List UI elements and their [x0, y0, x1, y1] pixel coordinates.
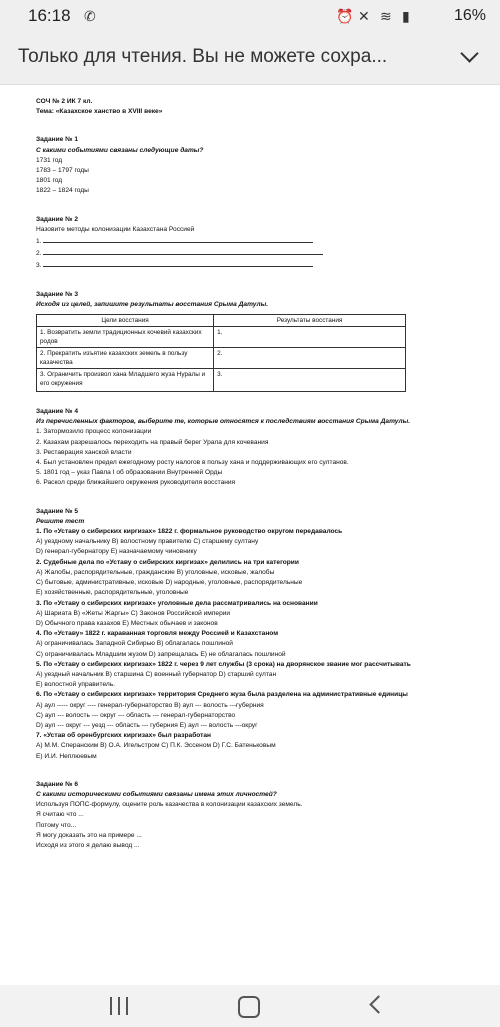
test-options: E) хозяйственные, распорядительные, уголовные — [36, 589, 189, 597]
task6-line: Я считаю что ... — [36, 811, 84, 819]
table-cell-goal: 3. Ограничить произвол хана Младшего жуза Нуралы и его окружения — [37, 369, 214, 392]
test-question: 2. Судебные дела по «Уставу о сибирских киргизах» делились на три категории — [36, 558, 299, 566]
test-options: А) Шариата В) «Жеты Жаргы» С) Законов Российской империи — [36, 609, 231, 617]
doc-header: СОЧ № 2 ИК 7 кл. — [36, 98, 93, 105]
test-question: 4. По «Уставу» 1822 г. караванная торговля между Россией и Казахстаном — [36, 630, 279, 638]
task4-item: 6. Раскол среди ближайшего окружения руководителя восстания — [36, 479, 236, 487]
table-row — [37, 348, 406, 369]
status-time: 16:18 — [28, 6, 71, 25]
phone-icon: ✆ — [84, 8, 96, 24]
task5-test — [36, 527, 468, 762]
test-question: 1. По «Уставу о сибирских киргизах» 1822 г. формальное руководство округом передавалось — [36, 528, 343, 536]
chevron-down-icon[interactable] — [460, 44, 478, 62]
test-options: D) Обычного права казахов E) Местных обычаев и законов — [36, 619, 218, 627]
test-question: 5. По «Уставу о сибирских киргизах» 1822 г. через 9 лет службы (3 срока) на дворянское звание мог рассчитывать — [36, 660, 411, 668]
test-options: E) волостной управитель. — [36, 681, 116, 689]
table-row — [37, 369, 406, 392]
task2-question: Назовите методы колонизации Казахстана Россией — [36, 225, 195, 233]
wifi-icon: ≋ — [380, 8, 392, 24]
nav-bar — [0, 985, 500, 1027]
task1-item: 1783 – 1797 годы — [36, 167, 89, 175]
table-cell-result: 1. — [214, 327, 406, 348]
task4-item: 1. Затормозило процесс колонизации — [36, 428, 152, 436]
task4-item: 4. Был установлен предел ежегодному росту налогов в пользу хана и поддерживающих его султанов. — [36, 459, 349, 467]
home-icon[interactable] — [238, 996, 260, 1018]
alarm-icon: ⏰ — [336, 8, 354, 24]
task4-item: 2. Казахам разрешалось переходить на правый берег Урала для кочевания — [36, 438, 269, 446]
document-page — [0, 85, 500, 985]
test-options: А) уездному начальнику В) волостному правителю С) старшему султану — [36, 538, 259, 546]
test-options: А) М.М. Сперанским В) О.А. Игельстром С) П.К. Эссеном D) Г.С. Батеньковым — [36, 742, 276, 750]
task5-question: Решите тест — [36, 517, 85, 525]
task4-item: 5. 1801 год – указ Павла I об образовании Внутренней Орды — [36, 469, 223, 477]
test-options: А) Жалобы, распорядительные, гражданские В) уголовные, исковые, жалобы — [36, 568, 275, 576]
task3-table — [36, 314, 406, 392]
test-question: 7. «Устав об оренбургских киргизах» был разработан — [36, 732, 212, 740]
task1-item: 1822 – 1824 годы — [36, 187, 89, 195]
recent-apps-icon[interactable] — [110, 997, 128, 1015]
app-bar — [0, 34, 500, 85]
table-header-goals: Цели восстания — [37, 315, 214, 327]
task6-line: Потому что... — [36, 821, 77, 829]
battery-level: 16% — [453, 7, 486, 24]
test-options: А) уездный начальник В) старшина С) военный губернатор D) старший султан — [36, 670, 277, 678]
app-title: Только для чтения. Вы не можете сохра... — [18, 46, 388, 67]
mute-icon: ✕ — [358, 8, 370, 24]
test-options: А) аул ----- округ ---- генерал-губернаторство В) аул --- волость ---губерния — [36, 701, 264, 709]
task1-title: Задание № 1 — [36, 136, 79, 144]
test-options: С) аул --- волость --- округ --- область --- генерал-губернаторство — [36, 711, 236, 719]
task6-line: Используя ПОПС-формулу, оцените роль казачества в колонизации казахских земель. — [36, 801, 303, 809]
signal-icon: ▮ — [402, 8, 410, 24]
test-options: А) ограничивалась Западной Сибирью В) облагалась пошлиной — [36, 640, 233, 648]
table-cell-goal: 2. Прекратить изъятие казахских земель в пользу казачества — [37, 348, 214, 369]
test-question: 6. По «Уставу о сибирских киргизах» территория Среднего жуза была разделена на административные единицы — [36, 691, 408, 699]
task2-answer-line: 3. — [36, 259, 468, 271]
table-cell-result: 2. — [214, 348, 406, 369]
task6-title: Задание № 6 — [36, 780, 79, 788]
task4-title: Задание № 4 — [36, 408, 79, 416]
task2-answer-line: 2. — [36, 247, 468, 259]
table-row — [37, 327, 406, 348]
back-icon[interactable] — [369, 995, 387, 1013]
test-options: С) ограничивалась Младшим жузом D) запрещалась E) не облагалась пошлиной — [36, 650, 286, 658]
task4-item: 3. Реставрация ханской власти — [36, 448, 132, 456]
task6-line: Я могу доказать это на примере ... — [36, 831, 142, 839]
table-cell-goal: 1. Возвратить земли традиционных кочевий казахских родов — [37, 327, 214, 348]
task1-question: С какими событиями связаны следующие даты? — [36, 146, 204, 154]
task3-question: Исходя из целей, запишите результаты восстания Срыма Датулы. — [36, 300, 269, 308]
task1-item: 1801 год — [36, 177, 63, 185]
task1-item: 1731 год — [36, 156, 63, 164]
test-options: D) аул --- округ --- уезд --- область --- губерния E) аул --- волость ---округ — [36, 721, 258, 729]
table-cell-result: 3. — [214, 369, 406, 392]
test-question: 3. По «Уставу о сибирских киргизах» уголовные дела рассматривались на основании — [36, 599, 318, 607]
test-options: D) генерал-губернатору E) назначаемому чиновнику — [36, 548, 197, 556]
document-content — [36, 97, 468, 851]
task6-question: С какими историческими событиями связаны имена этих личностей? — [36, 790, 277, 798]
task4-question: Из перечисленных факторов, выберите те, которые относятся к последствиям восстания Срыма Датулы. — [36, 418, 411, 426]
task2-answer-line: 1. — [36, 235, 468, 247]
status-bar — [0, 0, 500, 34]
task5-title: Задание № 5 — [36, 507, 79, 515]
table-header-results: Результаты восстания — [214, 315, 406, 327]
test-options: E) И.И. Неплюевым — [36, 752, 97, 760]
task3-title: Задание № 3 — [36, 290, 79, 298]
task2-title: Задание № 2 — [36, 215, 79, 223]
task6-line: Исходя из этого я делаю вывод ... — [36, 841, 140, 849]
doc-topic: Тема: «Казахское ханство в XVIII веке» — [36, 108, 163, 116]
test-options: С) бытовые, административные, исковые D) народные, уголовные, распорядительные — [36, 579, 303, 587]
